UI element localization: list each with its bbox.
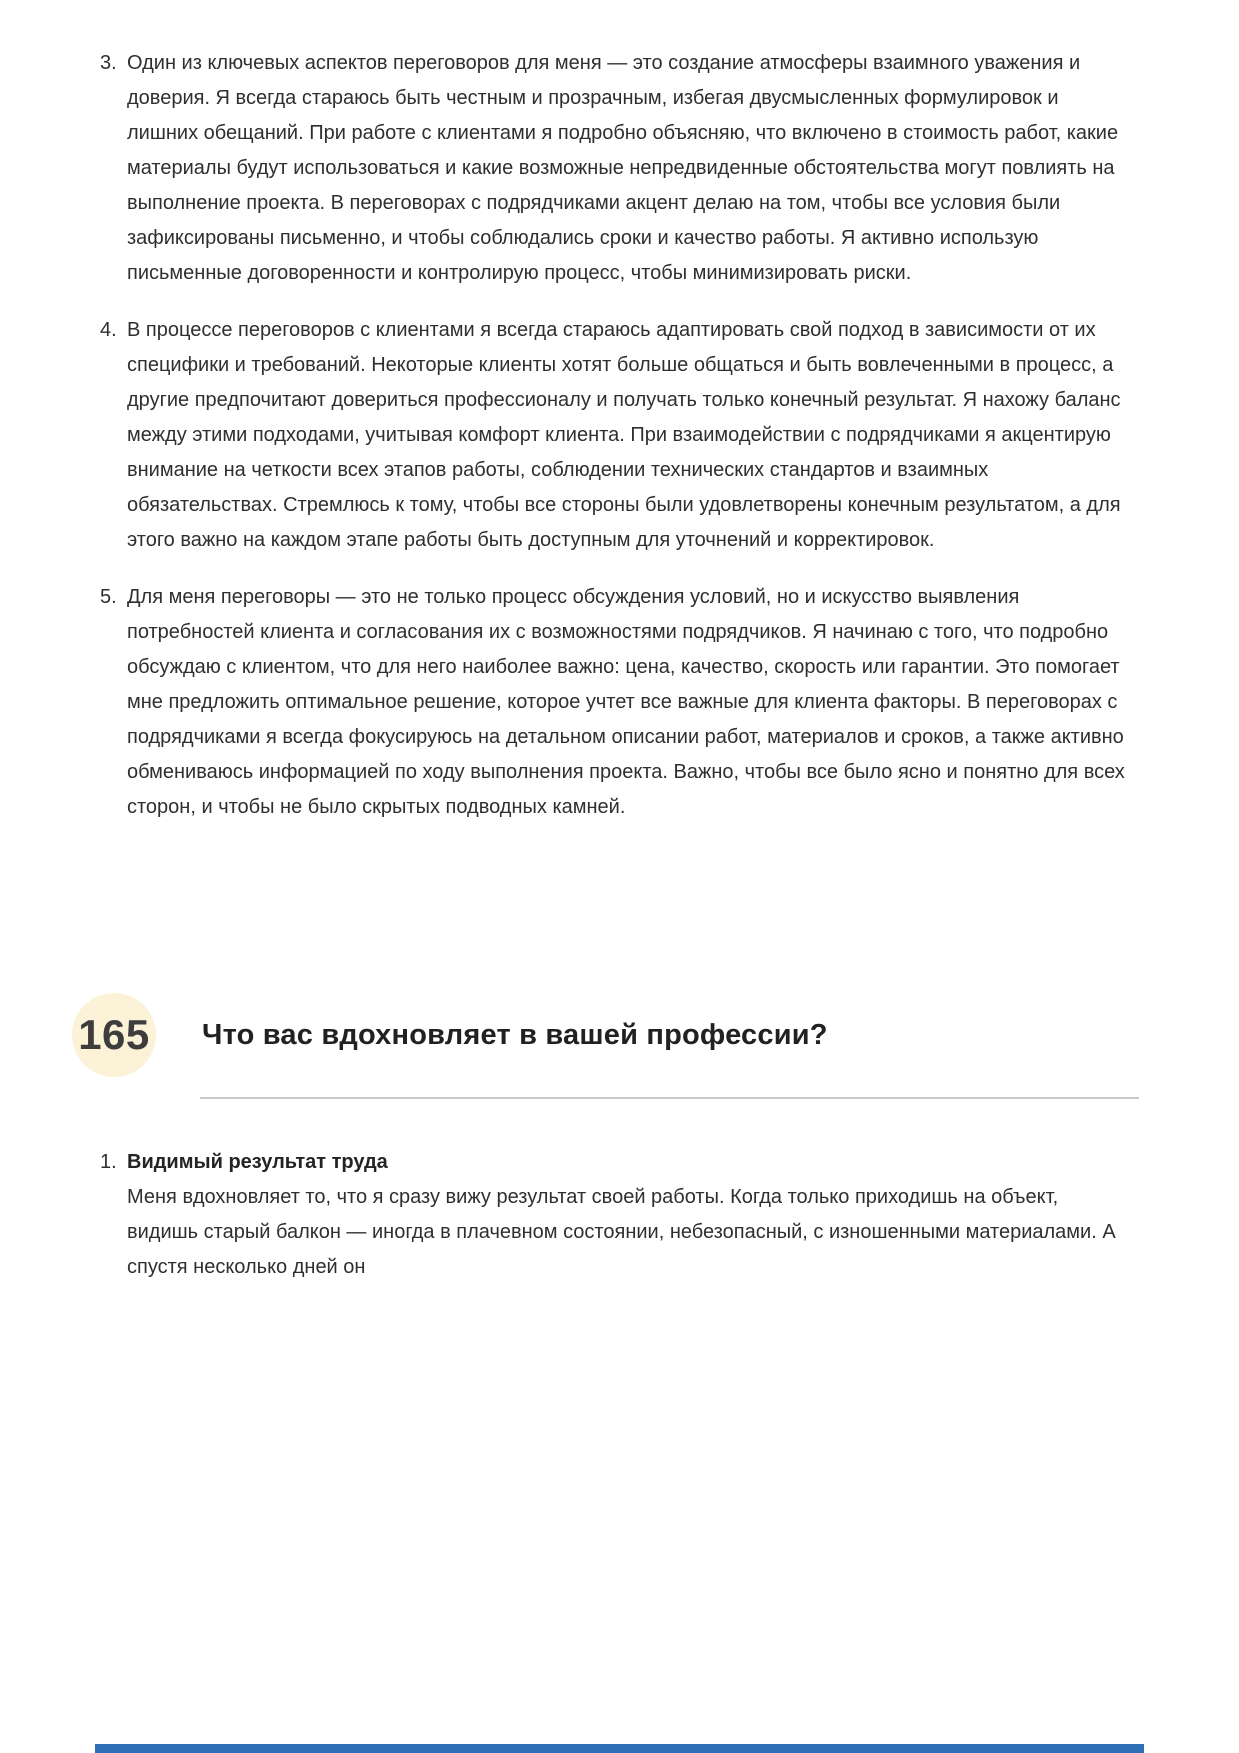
list-item (100, 46, 1139, 291)
list-item (100, 313, 1139, 558)
list-item-number: 5. (100, 586, 117, 608)
answer-body (127, 1145, 1132, 1285)
list-item-text: Один из ключевых аспектов переговоров для меня — это создание атмосферы взаимного уважения и доверия. Я всегда стараюсь быть честным и прозрачным, избегая двусмысленных формулировок и лишних обещаний. При работе с клиентами я подробно объясняю, что включено в стоимость работ, какие материалы будут использоваться и какие возможные непредвиденные обстоятельства могут повлиять на выполнение проекта. В переговорах с подрядчиками акцент делаю на том, чтобы все условия были зафиксированы письменно, и чтобы соблюдались сроки и качество работы. Я активно использую письменные договоренности и контролирую процесс, чтобы минимизировать риски. (127, 52, 1119, 284)
list-item (100, 580, 1139, 825)
answer-number: 1. (100, 1151, 117, 1173)
section-number: 165 (78, 1011, 150, 1058)
section-header (72, 993, 1139, 1077)
answer-item (100, 1145, 1139, 1285)
list-item-number: 3. (100, 52, 117, 74)
section-divider (200, 1097, 1139, 1099)
page-footer-bar (95, 1744, 1144, 1753)
section-number-badge (72, 993, 156, 1077)
section-title: Что вас вдохновляет в вашей профессии? (202, 1018, 828, 1051)
list-item-text: В процессе переговоров с клиентами я всегда стараюсь адаптировать свой подход в зависимости от их специфики и требований. Некоторые клиенты хотят больше общаться и быть вовлеченными в процесс, а другие предпочитают довериться профессионалу и получать только конечный результат. Я нахожу баланс между этими подходами, учитывая комфорт клиента. При взаимодействии с подрядчиками я акцентирую внимание на четкости всех этапов работы, соблюдении технических стандартов и взаимных обязательствах. Стремлюсь к тому, чтобы все стороны были удовлетворены конечным результатом, а для этого важно на каждом этапе работы быть доступным для уточнений и корректировок. (127, 319, 1121, 551)
answer-heading: Видимый результат труда (127, 1151, 388, 1173)
answer-text: Меня вдохновляет то, что я сразу вижу результат своей работы. Когда только приходишь на объект, видишь старый балкон — иногда в плачевном состоянии, небезопасный, с изношенными материалами. А спустя несколько дней он (127, 1186, 1116, 1278)
list-item-text: Для меня переговоры — это не только процесс обсуждения условий, но и искусство выявления потребностей клиента и согласования их с возможностями подрядчиков. Я начинаю с того, что подробно обсуждаю с клиентом, что для него наиболее важно: цена, качество, скорость или гарантии. Это помогает мне предложить оптимальное решение, которое учтет все важные для клиента факторы. В переговорах с подрядчиками я всегда фокусируюсь на детальном описании работ, материалов и сроков, а также активно обмениваюсь информацией по ходу выполнения проекта. Важно, чтобы все было ясно и понятно для всех сторон, и чтобы не было скрытых подводных камней. (127, 586, 1125, 818)
list-item-number: 4. (100, 319, 117, 341)
